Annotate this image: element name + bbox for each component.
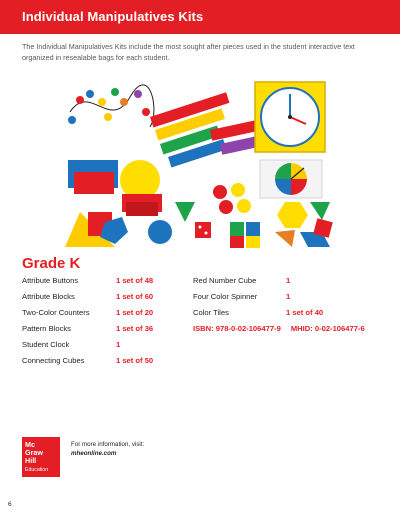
- manipulatives-photo: [60, 72, 340, 252]
- logo-text: Hill: [25, 456, 37, 465]
- lacing-beads: [68, 85, 154, 127]
- red-number-cube: [195, 222, 211, 238]
- website-link[interactable]: mheonline.com: [71, 450, 117, 457]
- item-name: Attribute Buttons: [22, 276, 79, 285]
- kit-item: [22, 355, 182, 371]
- kit-item: [22, 339, 182, 355]
- page-number: 6: [8, 501, 12, 508]
- four-color-spinner: [260, 160, 322, 198]
- kit-items-left: [22, 275, 182, 371]
- mcgraw-hill-logo: [22, 437, 60, 477]
- grade-k-heading: Grade K: [22, 255, 81, 272]
- isbn-row: [193, 324, 375, 333]
- item-quantity: 1 set of 40: [286, 308, 324, 317]
- intro-paragraph: The Individual Manipulatives Kits include the most sought after pieces used in the student interactive text organized in resealable bags for each student.: [22, 42, 355, 62]
- item-name: Student Clock: [22, 340, 70, 349]
- item-quantity: 1: [286, 276, 291, 285]
- attribute-blocks: [65, 160, 195, 247]
- connecting-cubes: [150, 92, 261, 167]
- item-quantity: 1: [286, 292, 291, 301]
- item-name: Red Number Cube: [193, 276, 257, 285]
- kit-item: [22, 275, 182, 291]
- kit-item: [193, 291, 383, 307]
- isbn: ISBN: 978-0-02-106477-9: [193, 324, 281, 333]
- kit-item: [22, 291, 182, 307]
- kit-item: [22, 323, 182, 339]
- item-quantity: 1 set of 50: [116, 356, 154, 365]
- item-quantity: 1 set of 48: [116, 276, 154, 285]
- logo-text: Graw: [25, 448, 43, 457]
- item-quantity: 1 set of 60: [116, 292, 154, 301]
- header-bar: [0, 0, 400, 34]
- color-tiles: [230, 222, 260, 248]
- item-name: Pattern Blocks: [22, 324, 71, 333]
- logo-text: Education: [25, 467, 49, 473]
- item-name: Connecting Cubes: [22, 356, 85, 365]
- mhid: MHID: 0-02-106477-6: [290, 324, 365, 333]
- student-clock: [255, 82, 325, 152]
- logo-text: Mc: [25, 440, 35, 449]
- pattern-blocks: [275, 202, 333, 247]
- item-quantity: 1 set of 20: [116, 308, 154, 317]
- kit-item: [193, 307, 383, 323]
- item-quantity: 1: [116, 340, 121, 349]
- item-name: Color Tiles: [193, 308, 229, 317]
- item-name: Four Color Spinner: [193, 292, 258, 301]
- item-quantity: 1 set of 36: [116, 324, 154, 333]
- two-color-counters: [213, 183, 251, 214]
- kit-item: [22, 307, 182, 323]
- kit-items-right: [193, 275, 383, 323]
- kit-item: [193, 275, 383, 291]
- item-name: Attribute Blocks: [22, 292, 75, 301]
- more-info-text: For more information, visit:: [71, 441, 145, 448]
- item-name: Two-Color Counters: [22, 308, 90, 317]
- page-title: Individual Manipulatives Kits: [22, 9, 204, 24]
